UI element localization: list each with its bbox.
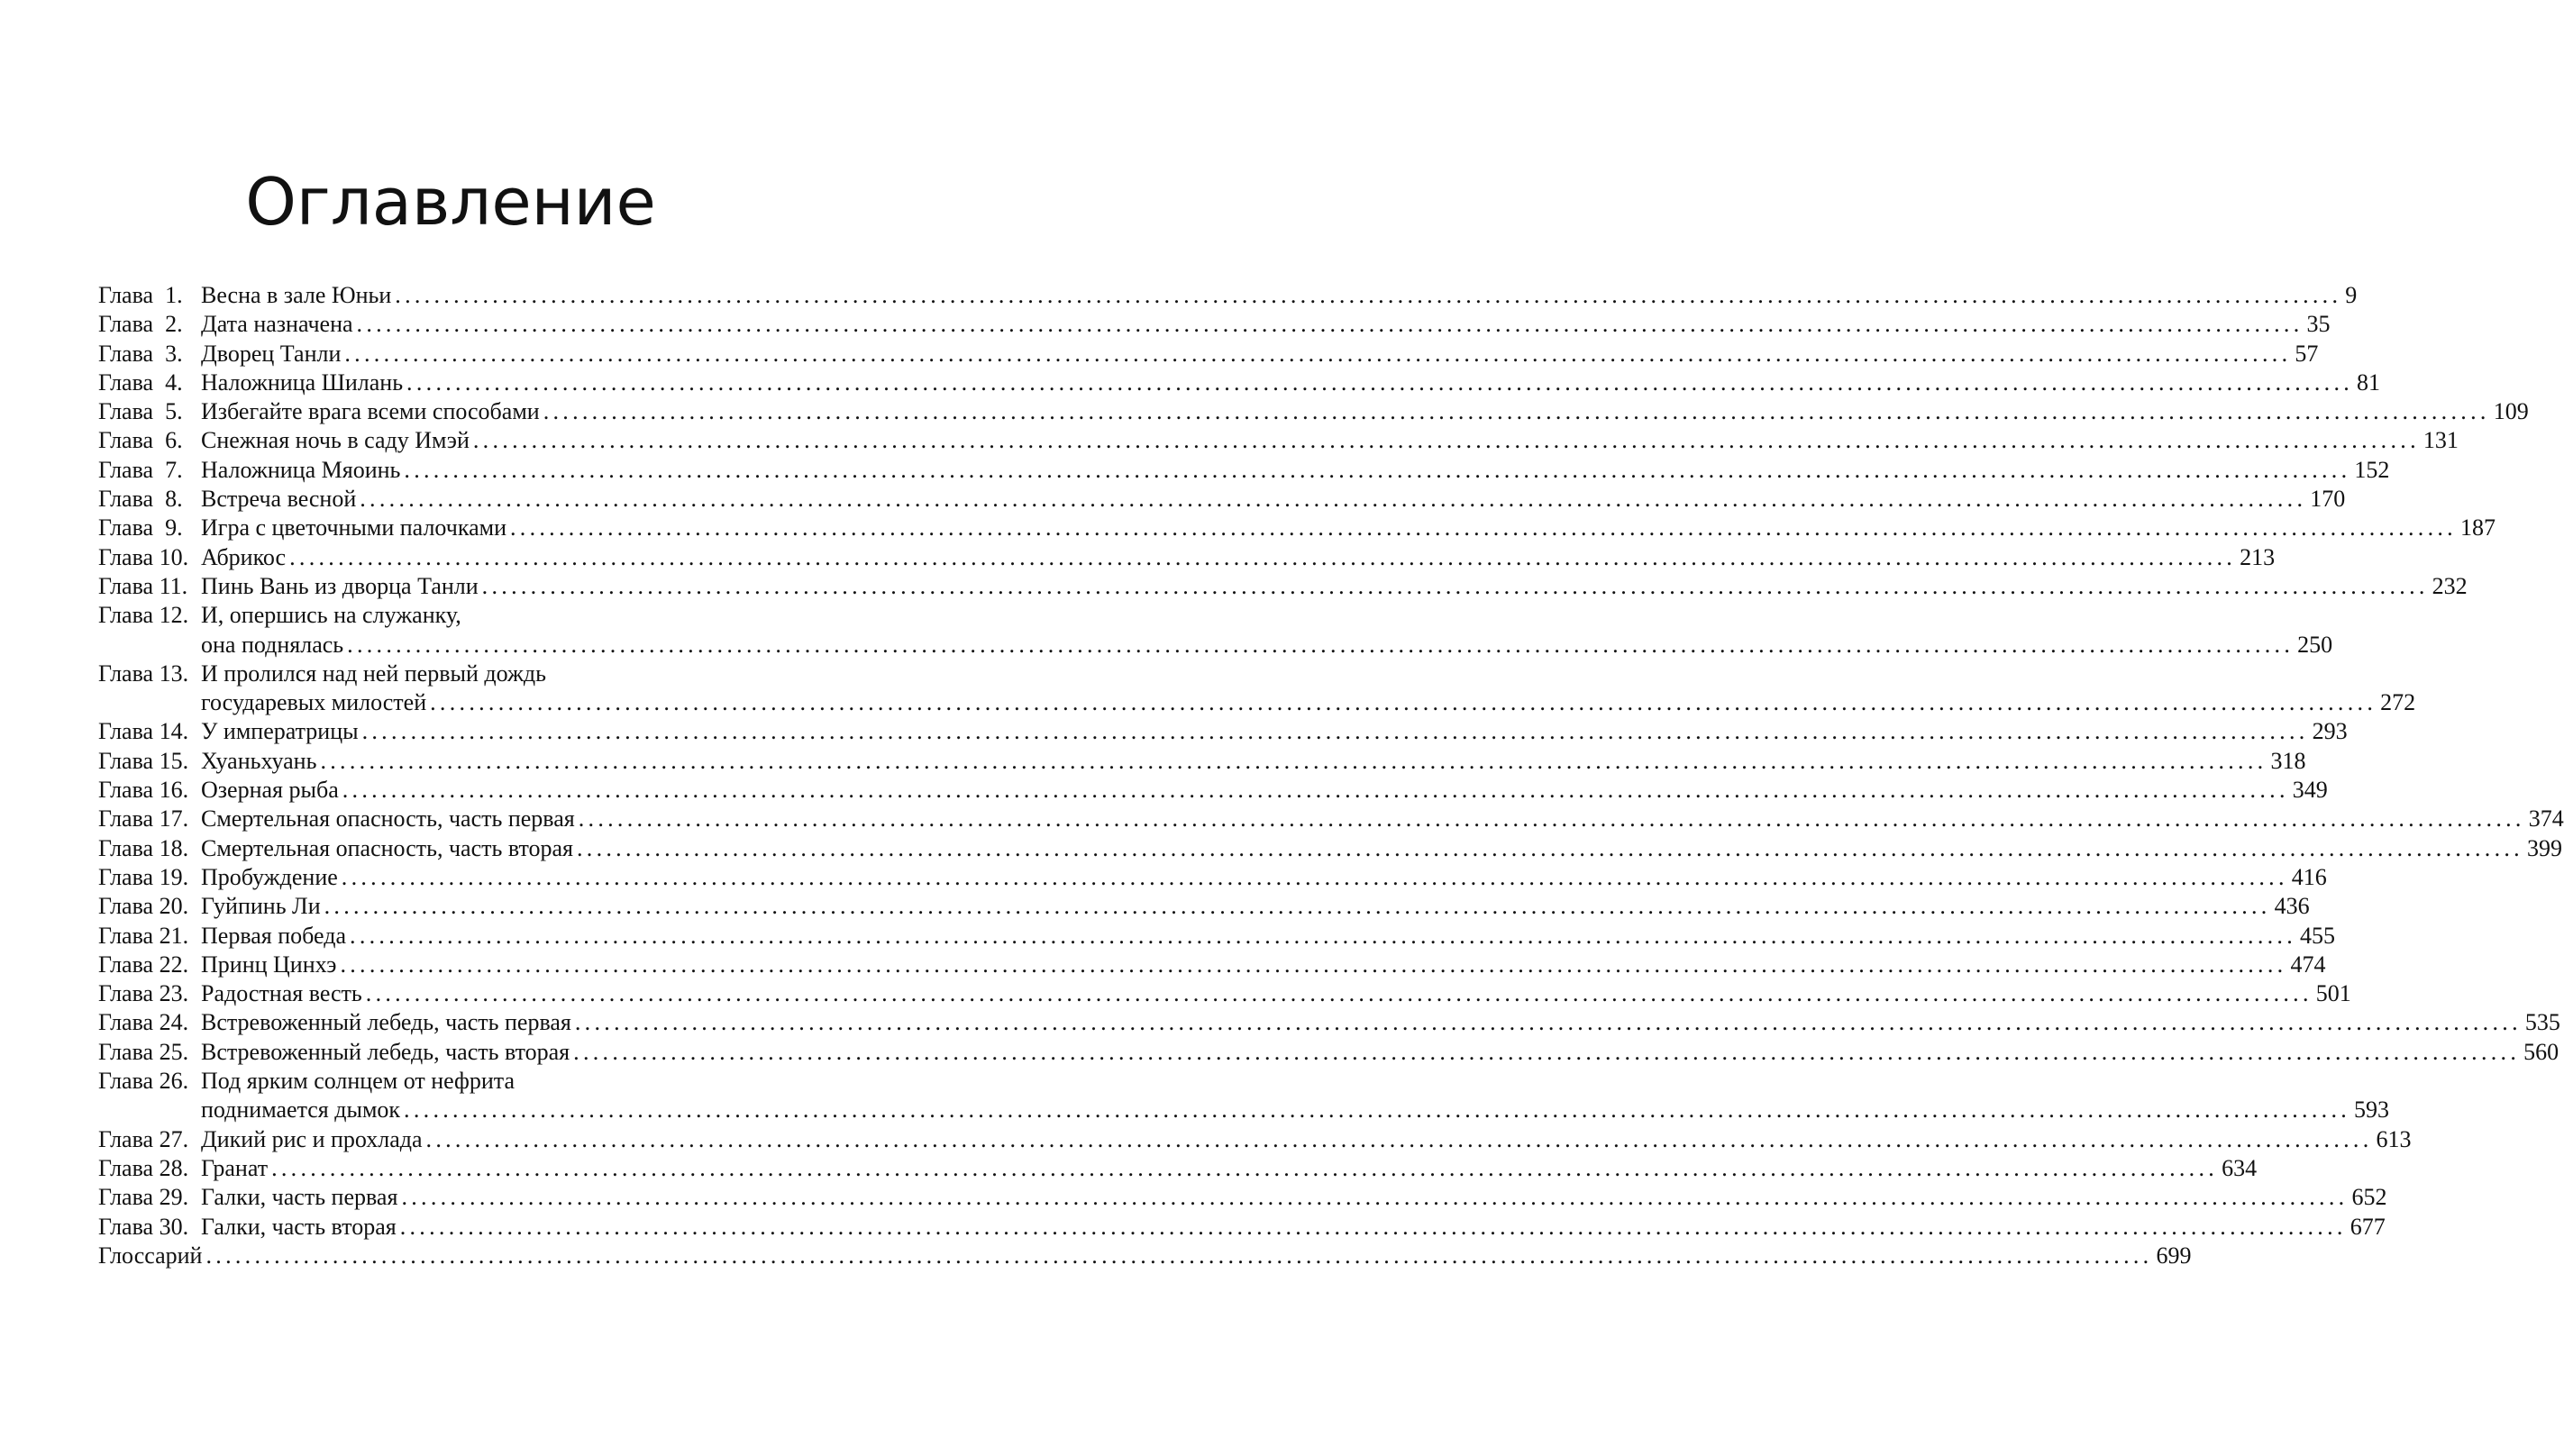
dot-leader: ........................................................................................................................................................................................................	[344, 340, 2292, 367]
toc-entry	[98, 601, 750, 630]
toc-entry	[98, 834, 2562, 863]
toc-entry	[98, 979, 2351, 1008]
toc-entry	[98, 660, 750, 688]
page-number: 35	[2306, 311, 2331, 338]
chapter-title: Дворец Танли	[201, 340, 342, 367]
chapter-title: Весна в зале Юньи	[201, 282, 392, 308]
chapter-label: Глава 17.	[98, 805, 189, 833]
page-number: 109	[2493, 398, 2529, 425]
chapter-label: Глава 22.	[98, 951, 189, 978]
page-number: 399	[2526, 834, 2562, 861]
chapter-title: Под ярким солнцем от нефрита	[201, 1068, 515, 1095]
dot-leader: ........................................................................................................................................................................................................	[271, 1154, 2219, 1181]
dot-leader: ........................................................................................................................................................................................................	[365, 980, 2313, 1007]
chapter-label: Глава 26.	[98, 1068, 189, 1095]
chapter-title: Встреча весной	[201, 486, 357, 513]
chapter-title: И пролился над ней первый дождь	[201, 660, 547, 687]
dot-leader: ........................................................................................................................................................................................................	[320, 747, 2267, 774]
page-number: 677	[2350, 1213, 2386, 1240]
chapter-label: Глава 8.	[98, 486, 183, 513]
toc-entry	[98, 1008, 2560, 1037]
page-number: 187	[2459, 514, 2496, 541]
chapter-label: Глава 1.	[98, 282, 183, 308]
chapter-label: Глава 7.	[98, 456, 183, 483]
toc-entry	[98, 426, 2459, 455]
chapter-label: Глава 10.	[98, 543, 189, 570]
toc-entry	[98, 805, 2564, 833]
chapter-title: Наложница Шилань	[201, 369, 404, 396]
page-number: 232	[2432, 572, 2468, 599]
page-number: 250	[2297, 631, 2333, 658]
chapter-label: Глава 18.	[98, 834, 189, 861]
toc-entry	[98, 747, 2306, 776]
chapter-label: Глава 5.	[98, 398, 183, 425]
toc-entry-continuation	[98, 688, 2416, 717]
chapter-label: Глава 19.	[98, 863, 189, 890]
dot-leader: ........................................................................................................................................................................................................	[399, 1213, 2347, 1240]
dot-leader: ........................................................................................................................................................................................................	[395, 282, 2342, 308]
page-number: 634	[2222, 1154, 2258, 1181]
chapter-label: Глава 25.	[98, 1038, 189, 1065]
dot-leader: ........................................................................................................................................................................................................	[340, 951, 2287, 978]
page-number: 9	[2345, 282, 2358, 308]
dot-leader: ........................................................................................................................................................................................................	[509, 514, 2457, 541]
page-number: 81	[2357, 369, 2381, 396]
dot-leader: ........................................................................................................................................................................................................	[573, 1038, 2521, 1065]
toc-entry	[98, 1242, 2192, 1270]
dot-leader: ........................................................................................................................................................................................................	[425, 1125, 2373, 1152]
chapter-title: Снежная ночь в саду Имэй	[201, 427, 470, 454]
table-of-contents	[98, 281, 2564, 1270]
toc-entry	[98, 717, 2348, 746]
chapter-title: Галки, часть первая	[201, 1184, 398, 1211]
chapter-title: Гранат	[201, 1154, 269, 1181]
chapter-title: Принц Цинхэ	[201, 951, 337, 978]
chapter-label: Глава 3.	[98, 340, 183, 367]
dot-leader: ........................................................................................................................................................................................................	[404, 456, 2351, 483]
dot-leader: ........................................................................................................................................................................................................	[205, 1242, 2153, 1269]
toc-entry	[98, 572, 2468, 601]
chapter-label: Глава 13.	[98, 660, 189, 687]
chapter-title: Радостная весть	[201, 980, 362, 1007]
dot-leader: ........................................................................................................................................................................................................	[350, 922, 2297, 949]
dot-leader: ........................................................................................................................................................................................................	[356, 311, 2304, 338]
toc-entry	[98, 951, 2326, 979]
dot-leader: ........................................................................................................................................................................................................	[472, 427, 2420, 454]
dot-leader: ........................................................................................................................................................................................................	[347, 631, 2295, 658]
dot-leader: ........................................................................................................................................................................................................	[401, 1184, 2349, 1211]
page-number: 416	[2291, 863, 2327, 890]
chapter-label: Глава 21.	[98, 922, 189, 949]
chapter-title: Абрикос	[201, 543, 287, 570]
toc-entry	[98, 1213, 2386, 1242]
dot-leader: ........................................................................................................................................................................................................	[342, 777, 2289, 804]
toc-entry	[98, 863, 2327, 892]
chapter-title: Избегайте врага всеми способами	[201, 398, 540, 425]
chapter-label: Глава 28.	[98, 1154, 189, 1181]
dot-leader: ........................................................................................................................................................................................................	[404, 1097, 2351, 1124]
chapter-title: Игра с цветочными палочками	[201, 514, 506, 541]
toc-entry	[98, 1154, 2258, 1183]
dot-leader: ........................................................................................................................................................................................................	[430, 689, 2377, 716]
chapter-label: Глава 4.	[98, 369, 183, 396]
chapter-title-continued: поднимается дымок	[201, 1097, 401, 1124]
dot-leader: ........................................................................................................................................................................................................	[406, 369, 2354, 396]
chapter-label: Глава 6.	[98, 427, 183, 454]
chapter-title: Пробуждение	[201, 863, 338, 890]
chapter-title-continued: государевых милостей	[201, 689, 427, 716]
chapter-title: И, опершись на служанку,	[201, 602, 461, 629]
page-number: 293	[2312, 718, 2348, 745]
toc-entry	[98, 340, 2319, 369]
chapter-label: Глава 27.	[98, 1125, 189, 1152]
dot-leader: ........................................................................................................................................................................................................	[543, 398, 2490, 425]
chapter-title: Дата назначена	[201, 311, 353, 338]
toc-entry	[98, 281, 2358, 310]
page-number: 374	[2528, 805, 2564, 833]
toc-entry-continuation	[98, 631, 2333, 660]
chapter-label: Глава 2.	[98, 311, 183, 338]
chapter-label: Глава 14.	[98, 718, 189, 745]
toc-entry	[98, 485, 2346, 514]
page-number: 593	[2354, 1097, 2390, 1124]
chapter-label: Глава 24.	[98, 1009, 189, 1036]
page-number: 436	[2274, 893, 2310, 920]
dot-leader: ........................................................................................................................................................................................................	[578, 805, 2525, 833]
chapter-title: У императрицы	[201, 718, 359, 745]
dot-leader: ........................................................................................................................................................................................................	[360, 486, 2307, 513]
page-number: 613	[2376, 1125, 2412, 1152]
dot-leader: ........................................................................................................................................................................................................	[361, 718, 2309, 745]
chapter-label: Глава 30.	[98, 1213, 189, 1240]
dot-leader: ........................................................................................................................................................................................................	[324, 893, 2271, 920]
dot-leader: ........................................................................................................................................................................................................	[574, 1009, 2522, 1036]
page-number: 455	[2300, 922, 2336, 949]
page-number: 560	[2523, 1038, 2559, 1065]
chapter-title: Встревоженный лебедь, часть вторая	[201, 1038, 570, 1065]
page-number: 652	[2351, 1184, 2387, 1211]
toc-entry	[98, 892, 2310, 921]
toc-entry	[98, 514, 2496, 542]
toc-entry	[98, 1125, 2412, 1154]
page-number: 318	[2270, 747, 2306, 774]
chapter-label: Глава 9.	[98, 514, 183, 541]
toc-entry-continuation	[98, 1096, 2390, 1124]
chapter-label: Глава 16.	[98, 777, 189, 804]
chapter-title: Наложница Мяоинь	[201, 456, 401, 483]
chapter-title: Галки, часть вторая	[201, 1213, 397, 1240]
page-number: 213	[2240, 543, 2276, 570]
chapter-title: Первая победа	[201, 922, 347, 949]
toc-entry	[98, 543, 2276, 572]
chapter-label: Глава 11.	[98, 572, 188, 599]
chapter-label: Глава 20.	[98, 893, 189, 920]
page-number: 501	[2315, 980, 2351, 1007]
toc-entry	[98, 456, 2390, 485]
chapter-title: Пинь Вань из дворца Танли	[201, 572, 479, 599]
page-number: 699	[2156, 1242, 2192, 1269]
chapter-label: Глоссарий	[98, 1242, 203, 1269]
dot-leader: ........................................................................................................................................................................................................	[576, 834, 2523, 861]
toc-entry	[98, 1183, 2387, 1212]
toc-entry	[98, 1067, 750, 1096]
page-title: Оглавление	[245, 164, 656, 240]
chapter-title: Дикий рис и прохлада	[201, 1125, 423, 1152]
toc-entry	[98, 369, 2381, 397]
dot-leader: ........................................................................................................................................................................................................	[481, 572, 2429, 599]
chapter-title-continued: она поднялась	[201, 631, 344, 658]
chapter-title: Гуйпинь Ли	[201, 893, 321, 920]
page-number: 272	[2380, 689, 2416, 716]
chapter-title: Озерная рыба	[201, 777, 339, 804]
toc-entry	[98, 922, 2336, 951]
page-number: 57	[2295, 340, 2319, 367]
page-number: 170	[2310, 486, 2346, 513]
toc-entry	[98, 397, 2529, 426]
toc-entry	[98, 776, 2328, 805]
chapter-title: Встревоженный лебедь, часть первая	[201, 1009, 571, 1036]
chapter-title: Смертельная опасность, часть вторая	[201, 834, 573, 861]
toc-entry	[98, 1038, 2559, 1067]
toc-entry	[98, 310, 2331, 339]
page-number: 474	[2290, 951, 2326, 978]
page-number: 535	[2524, 1009, 2560, 1036]
chapter-title: Хуаньхуань	[201, 747, 317, 774]
page-number: 349	[2292, 777, 2328, 804]
chapter-label: Глава 15.	[98, 747, 189, 774]
chapter-title: Смертельная опасность, часть первая	[201, 805, 575, 833]
dot-leader: ........................................................................................................................................................................................................	[341, 863, 2288, 890]
chapter-label: Глава 29.	[98, 1184, 189, 1211]
page-number: 152	[2354, 456, 2390, 483]
dot-leader: ........................................................................................................................................................................................................	[289, 543, 2237, 570]
chapter-label: Глава 12.	[98, 602, 189, 629]
page-number: 131	[2423, 427, 2459, 454]
chapter-label: Глава 23.	[98, 980, 189, 1007]
